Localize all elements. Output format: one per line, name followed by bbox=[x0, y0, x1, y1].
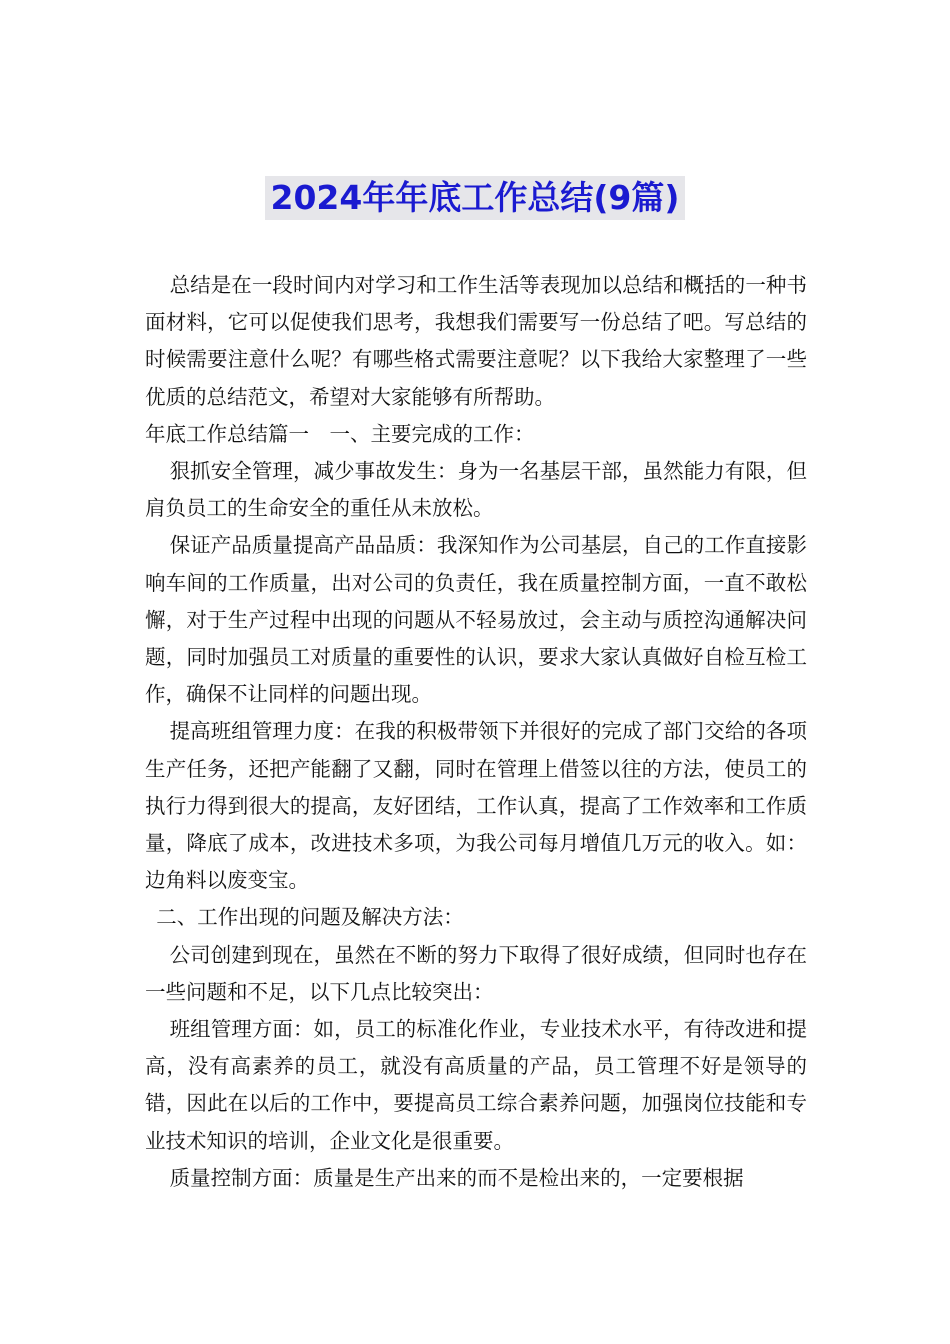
paragraph-safety: 狠抓安全管理，减少事故发生：身为一名基层干部，虽然能力有限，但肩负员工的生命安全的重任从未放松。 bbox=[145, 459, 807, 521]
document-title: 2024年年底工作总结(9篇) bbox=[265, 176, 686, 220]
paragraph-quality-control: 质量控制方面：质量是生产出来的而不是检出来的，一定要根据 bbox=[169, 1165, 744, 1190]
title-container bbox=[0, 176, 950, 220]
document-body bbox=[145, 267, 807, 1197]
paragraph-team-issues: 班组管理方面：如，员工的标准化作业，专业技术水平，有待改进和提高，没有高素养的员工，就没有高质量的产品，员工管理不好是领导的错，因此在以后的工作中，要提高员工综合素养问题，加强岗位技能和专业技术知识的培训，企业文化是很重要。 bbox=[145, 1017, 807, 1153]
paragraph-quality: 保证产品质量提高产品品质：我深知作为公司基层，自己的工作直接影响车间的工作质量，出对公司的负责任，我在质量控制方面，一直不敢松懈，对于生产过程中出现的问题从不轻易放过，会主动与质控沟通解决问题，同时加强员工对质量的重要性的认识，要求大家认真做好自检互检工作，确保不让同样的问题出现。 bbox=[145, 533, 807, 707]
section-heading-problems: 二、工作出现的问题及解决方法： bbox=[156, 905, 464, 930]
paragraph-team-management: 提高班组管理力度：在我的积极带领下并很好的完成了部门交给的各项生产任务，还把产能翻了又翻，同时在管理上借签以往的方法，使员工的执行力得到很大的提高，友好团结，工作认真，提高了工作效率和工作质量，降底了成本，改进技术多项，为我公司每月增值几万元的收入。如：边角料以废变宝。 bbox=[145, 719, 807, 893]
section-heading-part-one: 年底工作总结篇一 一、主要完成的工作： bbox=[145, 421, 535, 446]
paragraph-problems-intro: 公司创建到现在，虽然在不断的努力下取得了很好成绩，但同时也存在一些问题和不足，以下几点比较突出： bbox=[145, 942, 807, 1004]
paragraph-intro: 总结是在一段时间内对学习和工作生活等表现加以总结和概括的一种书面材料，它可以促使我们思考，我想我们需要写一份总结了吧。写总结的时候需要注意什么呢？有哪些格式需要注意呢？以下我给大家整理了一些优质的总结范文，希望对大家能够有所帮助。 bbox=[145, 273, 807, 409]
